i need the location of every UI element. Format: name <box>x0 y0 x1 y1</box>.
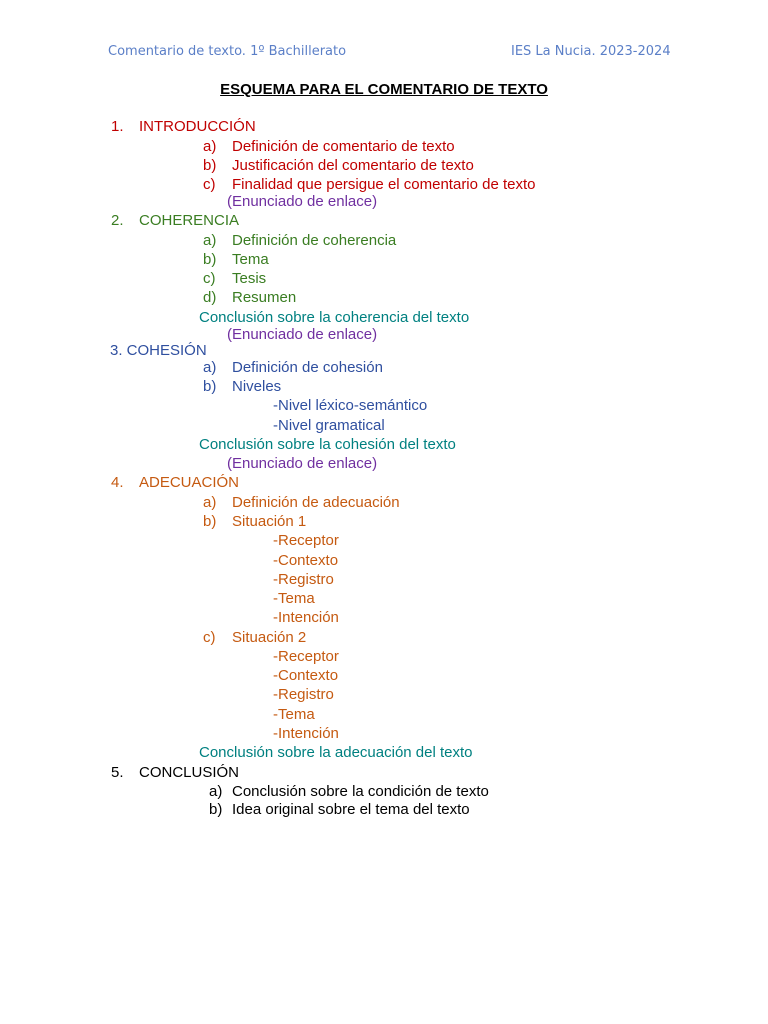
list-item: Definición de cohesión <box>232 359 383 376</box>
list-item: Definición de adecuación <box>232 494 400 511</box>
section-3-heading: 3. COHESIÓN <box>110 342 207 359</box>
sub-item: -Contexto <box>273 552 339 569</box>
item-marker: a) <box>209 783 223 800</box>
list-item: Definición de comentario de texto <box>232 138 455 155</box>
link-statement: (Enunciado de enlace) <box>227 455 378 472</box>
list-item: Situación 1 <box>232 513 307 530</box>
item-marker: b) <box>203 378 217 395</box>
sub-item: -Registro <box>273 686 334 703</box>
sub-item: -Receptor <box>273 648 339 665</box>
sub-item: -Tema <box>273 706 315 723</box>
section-5-number: 5. <box>111 764 124 781</box>
list-item: Definición de coherencia <box>232 232 397 249</box>
section-2-number: 2. <box>111 212 124 229</box>
sub-item: -Intención <box>273 725 339 742</box>
item-marker: b) <box>203 251 217 268</box>
item-marker: c) <box>203 176 216 193</box>
item-marker: b) <box>209 801 223 818</box>
list-item: Niveles <box>232 378 282 395</box>
list-item: Resumen <box>232 289 297 306</box>
section-1-number: 1. <box>111 118 124 135</box>
sub-item: -Nivel gramatical <box>273 417 385 434</box>
item-marker: a) <box>203 232 217 249</box>
sub-item: -Nivel léxico-semántico <box>273 397 428 414</box>
item-marker: d) <box>203 289 217 306</box>
list-item: Tema <box>232 251 269 268</box>
item-marker: c) <box>203 629 216 646</box>
section-conclusion: Conclusión sobre la coherencia del texto <box>199 309 470 326</box>
page-title: ESQUEMA PARA EL COMENTARIO DE TEXTO <box>220 81 548 98</box>
header-right: IES La Nucia. 2023-2024 <box>511 44 671 59</box>
sub-item: -Contexto <box>273 667 339 684</box>
section-2-heading: COHERENCIA <box>139 212 240 229</box>
item-marker: a) <box>203 494 217 511</box>
list-item: Situación 2 <box>232 629 307 646</box>
item-marker: c) <box>203 270 216 287</box>
section-5-heading: CONCLUSIÓN <box>139 764 240 781</box>
sub-item: -Intención <box>273 609 339 626</box>
section-conclusion: Conclusión sobre la cohesión del texto <box>199 436 456 453</box>
sub-item: -Tema <box>273 590 315 607</box>
link-statement: (Enunciado de enlace) <box>227 193 378 210</box>
header-left: Comentario de texto. 1º Bachillerato <box>108 44 347 59</box>
list-item: Justificación del comentario de texto <box>232 157 474 174</box>
link-statement: (Enunciado de enlace) <box>227 326 378 343</box>
section-4-heading: ADECUACIÓN <box>139 474 240 491</box>
item-marker: a) <box>203 359 217 376</box>
sub-item: -Registro <box>273 571 334 588</box>
item-marker: b) <box>203 513 217 530</box>
list-item: Finalidad que persigue el comentario de texto <box>232 176 536 193</box>
section-conclusion: Conclusión sobre la adecuación del texto <box>199 744 473 761</box>
item-marker: a) <box>203 138 217 155</box>
section-1-heading: INTRODUCCIÓN <box>139 118 256 135</box>
list-item: Tesis <box>232 270 267 287</box>
sub-item: -Receptor <box>273 532 339 549</box>
item-marker: b) <box>203 157 217 174</box>
section-4-number: 4. <box>111 474 124 491</box>
list-item: Idea original sobre el tema del texto <box>232 801 470 818</box>
list-item: Conclusión sobre la condición de texto <box>232 783 489 800</box>
